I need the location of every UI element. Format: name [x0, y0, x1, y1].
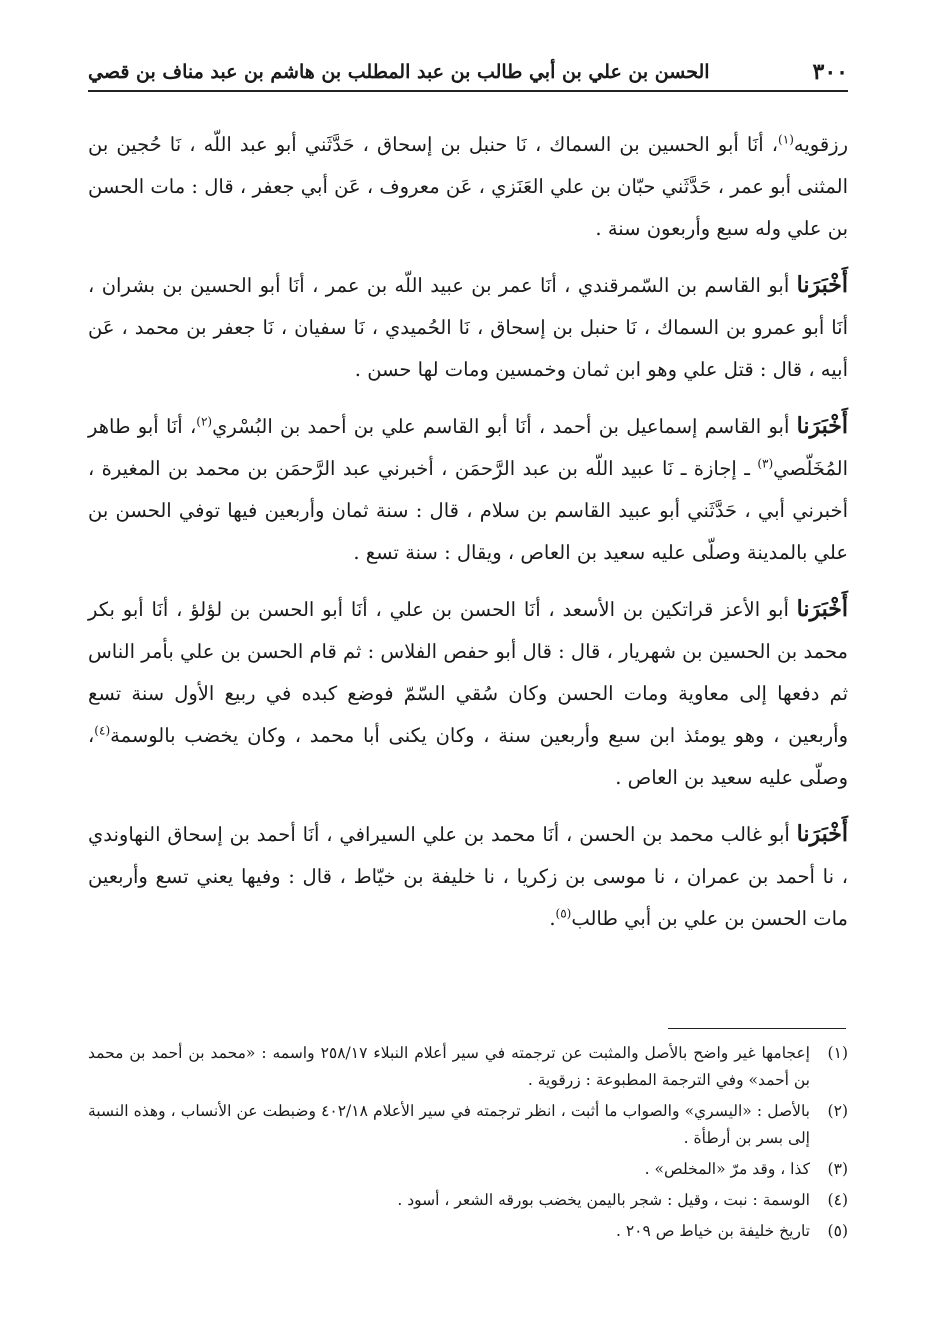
paragraph-text: أبو الأعز قراتكين بن الأسعد ، أنَا الحسن بن علي ، أنَا أبو الحسن بن لؤلؤ ، أنَا أبو بكر محمد بن الحسين بن شهريار ، قال : قال أبو حفص الفلاس : ثم قام الحسن بن علي بأمر الناس ثم دفعها إلى معاوية ومات الحسن وكان سُقي السّمّ فوضع كبده في ربيع الأول سنة تسع وأربعين ، وهو يومئذ ابن سبع وأربعين سنة ، وكان يكنى أبا محمد ، وكان يخضب بالوسمة: [88, 598, 848, 747]
page-number: ٣٠٠: [812, 59, 848, 85]
main-text: [88, 124, 848, 954]
paragraph-3: [88, 405, 848, 574]
paragraph-2: [88, 264, 848, 391]
running-header: [88, 56, 848, 92]
paragraph-text: ، أنَا أبو الحسين بن السماك ، نَا حنبل بن إسحاق ، حَدَّثَني أبو عبد اللّه ، نَا حُجين بن المثنى أبو عمر ، حَدَّثَني حبّان بن علي العَنَزي ، عَن معروف ، عَن أبي جعفر ، قال : مات الحسن بن علي وله سبع وأربعون سنة .: [88, 133, 848, 240]
footnote-ref-2: (٢): [196, 414, 213, 429]
footnote-5: [88, 1218, 848, 1245]
footnote-number: (٥): [827, 1222, 848, 1240]
paragraph-4: [88, 588, 848, 799]
paragraph-1: [88, 124, 848, 250]
paragraph-text: ، وصلّى عليه سعيد بن العاص .: [88, 724, 848, 789]
paragraph-5: [88, 813, 848, 940]
footnote-text: كذا ، وقد مرّ «المخلص» .: [644, 1160, 810, 1178]
footnote-text: الوسمة : نبت ، وقيل : شجر باليمن يخضب بورقه الشعر ، أسود .: [397, 1191, 810, 1209]
paragraph-text: أبو القاسم بن السّمرقندي ، أنَا عمر بن عبيد اللّه بن عمر ، أنَا أبو الحسين بن بشران ، أنَا أبو عمرو بن السماك ، نَا حنبل بن إسحاق ، نَا الحُميدي ، نَا سفيان ، نَا جعفر بن محمد ، عَن أبيه ، قال : قتل علي وهو ابن ثمان وخمسين ومات لها حسن .: [88, 274, 848, 381]
akhbarana-lead: أَخْبَرَنا: [796, 821, 848, 847]
footnote-ref-1: (١): [778, 132, 794, 147]
paragraph-text: أبو القاسم إسماعيل بن أحمد ، أنَا أبو القاسم علي بن أحمد بن البُسْري: [212, 415, 797, 438]
footnote-1: [88, 1040, 848, 1094]
footnote-text: بالأصل : «اليسري» والصواب ما أثبت ، انظر ترجمته في سير الأعلام ٤٠٢/١٨ وضبطت عن الأنساب ، وهذه النسبة إلى بسر بن أرطأة .: [88, 1102, 810, 1147]
paragraph-text: رزقويه: [793, 133, 848, 156]
footnote-number: (٣): [827, 1160, 848, 1178]
footnote-number: (٤): [827, 1191, 848, 1209]
paragraph-text: .: [549, 907, 556, 930]
footnote-text: إعجامها غير واضح بالأصل والمثبت عن ترجمته في سير أعلام النبلاء ٢٥٨/١٧ واسمه : «محمد بن أحمد بن محمد بن أحمد» وفي الترجمة المطبوعة : زرقوية .: [88, 1044, 810, 1089]
paragraph-text: ـ إجازة ـ نَا عبيد اللّه بن عبد الرَّحمَن ، أخبرني عبد الرَّحمَن بن محمد بن المغيرة ، أخبرني أبي ، حَدَّثَني أبو عبيد القاسم بن سلام ، قال : سنة ثمان وأربعين فيها توفي الحسن بن علي بالمدينة وصلّى عليه سعيد بن العاص ، ويقال : سنة تسع .: [88, 457, 848, 564]
footnote-number: (١): [827, 1044, 848, 1062]
paragraph-text: ، أنَا أبو طاهر المُخَلّصي: [88, 415, 848, 480]
footnote-ref-5: (٥): [555, 906, 572, 921]
footnote-3: [88, 1156, 848, 1183]
running-title: الحسن بن علي بن أبي طالب بن عبد المطلب بن هاشم بن عبد مناف بن قصي: [88, 61, 710, 83]
footnote-text: تاريخ خليفة بن خياط ص ٢٠٩ .: [615, 1222, 810, 1240]
footnote-ref-3: (٣): [757, 456, 774, 471]
footnote-number: (٢): [827, 1102, 848, 1120]
footnote-2: [88, 1098, 848, 1152]
footnotes: [88, 1040, 848, 1249]
akhbarana-lead: أَخْبَرَنا: [796, 596, 848, 622]
footnote-separator: [668, 1028, 846, 1029]
paragraph-text: أبو غالب محمد بن الحسن ، أنَا محمد بن علي السيرافي ، أنَا أحمد بن إسحاق النهاوندي ، نا أحمد بن عمران ، نا موسى بن زكريا ، نا خليفة بن خيّاط ، قال : وفيها يعني تسع وأربعين مات الحسن بن علي بن أبي طالب: [88, 823, 848, 930]
footnote-ref-4: (٤): [94, 723, 111, 738]
footnote-4: [88, 1187, 848, 1214]
akhbarana-lead: أَخْبَرَنا: [796, 272, 848, 298]
akhbarana-lead: أَخْبَرَنا: [796, 413, 848, 439]
